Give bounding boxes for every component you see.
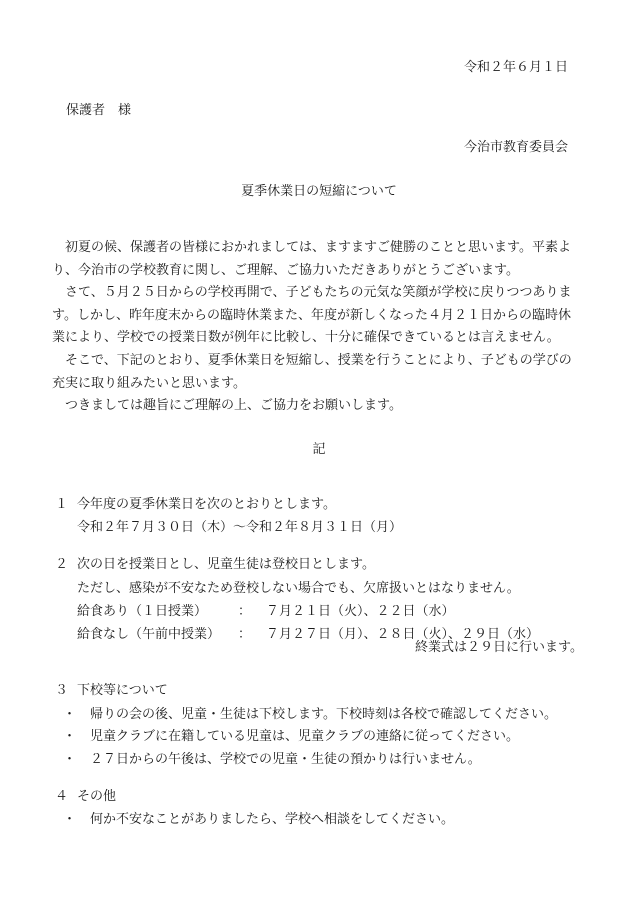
item-3-bullet-2: 児童クラブに在籍している児童は、児童クラブの連絡に従ってください。 bbox=[90, 729, 520, 744]
item-2-heading: 次の日を授業日とし、児童生徒は登校日とします。 bbox=[77, 557, 375, 572]
paragraph-2-line-3: 業により、学校での授業日数が例年に比較し、十分に確保できているとは言えません。 bbox=[52, 330, 560, 346]
paragraph-1-line-2: り、今治市の学校教育に関し、ご理解、ご協力いただきありがとうございます。 bbox=[52, 262, 519, 278]
lunch-yes-dates: ７月２１日（火）、２２日（水） bbox=[266, 604, 455, 619]
bullet-marker: ・ bbox=[63, 752, 77, 767]
lunch-yes-colon: ： bbox=[238, 604, 252, 619]
paragraph-1-line-1: 初夏の候、保護者の皆様におかれましては、ますますご健勝のことと思います。平素よ bbox=[65, 240, 571, 255]
body-text bbox=[52, 237, 587, 418]
item-3-bullet-1: 帰りの会の後、児童・生徒は下校します。下校時刻は各校で確認してください。 bbox=[90, 707, 557, 722]
item-2-number: ２ bbox=[55, 557, 69, 572]
paragraph-2-line-1: さて、５月２５日からの学校再開で、子どもたちの元気な笑顔が学校に戻りつつありま bbox=[65, 285, 572, 301]
lunch-no-label: 給食なし（午前中授業） bbox=[77, 627, 221, 642]
item-2-detail: ただし、感染が不安なため登校しない場合でも、欠席扱いとはなりません。 bbox=[77, 581, 520, 596]
item-1-detail: 令和２年７月３０日（木）～令和２年８月３１日（月） bbox=[77, 520, 403, 535]
item-3-heading: 下校等について bbox=[77, 683, 168, 698]
paragraph-2-line-2: す。しかし、昨年度末からの臨時休業また、年度が新しくなった４月２１日からの臨時休 bbox=[52, 307, 571, 323]
item-4-bullet-1: 何か不安なことがありましたら、学校へ相談をしてください。 bbox=[90, 812, 455, 827]
sender-name: 今治市教育委員会 bbox=[463, 140, 568, 155]
addressee: 保護者 様 bbox=[66, 103, 132, 118]
ki-heading: 記 bbox=[312, 442, 326, 457]
item-4-heading: その他 bbox=[77, 789, 117, 804]
closing-ceremony-note: 終業式は２９日に行います。 bbox=[415, 640, 583, 655]
paragraph-3-line-2: 充実に取り組みたいと思います。 bbox=[52, 375, 246, 391]
bullet-marker: ・ bbox=[63, 729, 77, 744]
item-3-number: ３ bbox=[55, 683, 69, 698]
paragraph-4-line-1: つきましては趣旨にご理解の上、ご協力をお願いします。 bbox=[65, 398, 402, 414]
lunch-yes-label: 給食あり（１日授業） bbox=[77, 604, 208, 619]
lunch-no-colon: ： bbox=[238, 627, 252, 642]
item-1-heading: 今年度の夏季休業日を次のとおりとします。 bbox=[77, 497, 336, 512]
bullet-marker: ・ bbox=[63, 707, 77, 722]
bullet-marker: ・ bbox=[63, 812, 77, 827]
document-date: 令和２年６月１日 bbox=[463, 60, 568, 75]
paragraph-3-line-1: そこで、下記のとおり、夏季休業日を短縮し、授業を行うことにより、子どもの学びの bbox=[65, 352, 572, 368]
item-1-number: １ bbox=[55, 497, 69, 512]
lunch-no-dates: ７月２７日（月）、２８日（火）、２９日（水） bbox=[266, 627, 540, 642]
item-3-bullet-3: ２７日からの午後は、学校での児童・生徒の預かりは行いません。 bbox=[90, 752, 481, 767]
document-title: 夏季休業日の短縮について bbox=[241, 184, 397, 199]
item-4-number: ４ bbox=[55, 789, 69, 804]
